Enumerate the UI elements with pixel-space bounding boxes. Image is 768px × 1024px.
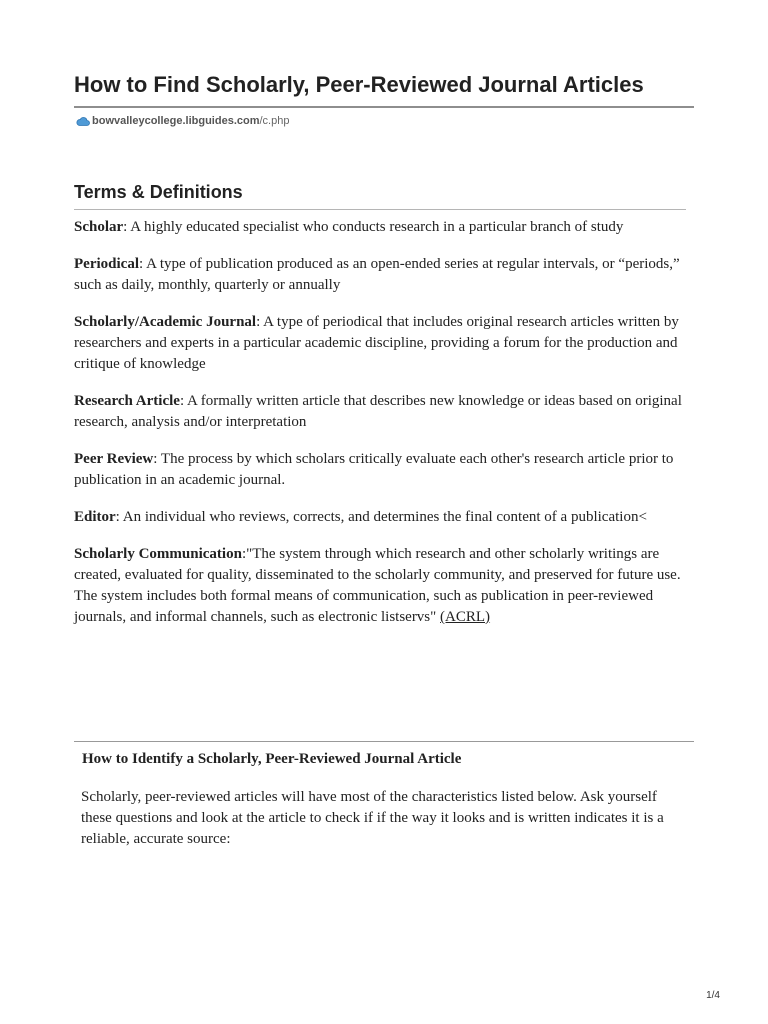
definition-term: Peer Review — [74, 451, 154, 467]
definition-separator: : — [138, 256, 147, 272]
section-heading: Terms & Definitions — [74, 182, 243, 202]
definition-item — [74, 312, 696, 375]
box-heading: How to Identify a Scholarly, Peer-Reviewed Journal Article — [82, 751, 462, 767]
box-body-text: Scholarly, peer-reviewed articles will have most of the characteristics listed below. Ask yourself these questions and look at the article to check if if the way it looks and is written indicates it is a reliable, accurate source: — [81, 789, 664, 847]
source-url[interactable] — [76, 113, 289, 129]
definition-separator: : — [123, 219, 131, 235]
title-divider — [74, 106, 694, 108]
page-title: How to Find Scholarly, Peer-Reviewed Journal Articles — [74, 72, 644, 97]
source-path[interactable]: /c.php — [259, 115, 290, 127]
section-divider — [74, 209, 686, 210]
definition-text: "The system through which research and other scholarly writings are created, evaluated for quality, disseminated to the scholarly community, and preserved for future use. The system includes both formal means of communication, such as publication in peer-reviewed journals, and informal channels, such as electronic listservs" — [74, 546, 681, 625]
definition-text: The process by which scholars critically evaluate each other's research article prior to publication in an academic journal. — [74, 451, 674, 488]
source-domain[interactable]: bowvalleycollege.libguides.com — [92, 115, 260, 127]
definition-separator: : — [153, 451, 161, 467]
definition-term: Research Article — [74, 393, 180, 409]
definition-item — [74, 217, 696, 238]
acrl-link[interactable]: (ACRL) — [440, 609, 491, 625]
definition-term: Scholar — [74, 219, 124, 235]
definition-term: Scholarly/Academic Journal — [74, 314, 257, 330]
page-number: 1/4 — [706, 990, 720, 1001]
definition-text: A type of publication produced as an open-ended series at regular intervals, or “periods,” such as daily, monthly, quarterly or annually — [74, 256, 680, 293]
definition-term: Editor — [74, 509, 116, 525]
definition-separator: : — [115, 509, 123, 525]
definitions-list — [74, 217, 696, 644]
definition-term: Periodical — [74, 256, 139, 272]
definition-item — [74, 449, 696, 491]
definition-separator: : — [179, 393, 188, 409]
definition-separator: : — [256, 314, 264, 330]
definition-separator: : — [241, 546, 247, 562]
definition-text: A formally written article that describes new knowledge or ideas based on original research, analysis and/or interpretation — [74, 393, 682, 430]
box-divider — [74, 741, 694, 742]
definition-item — [74, 544, 696, 628]
definition-item — [74, 507, 696, 528]
definition-text: A highly educated specialist who conducts research in a particular branch of study — [130, 219, 624, 235]
cloud-icon — [76, 115, 90, 127]
definition-item — [74, 254, 696, 296]
definition-term: Scholarly Communication — [74, 546, 242, 562]
definition-item — [74, 391, 696, 433]
definition-text: A type of periodical that includes original research articles written by researchers and experts in a particular academic discipline, providing a forum for the production and critique of knowledge — [74, 314, 679, 372]
definition-text: An individual who reviews, corrects, and determines the final content of a publication< — [122, 509, 647, 525]
